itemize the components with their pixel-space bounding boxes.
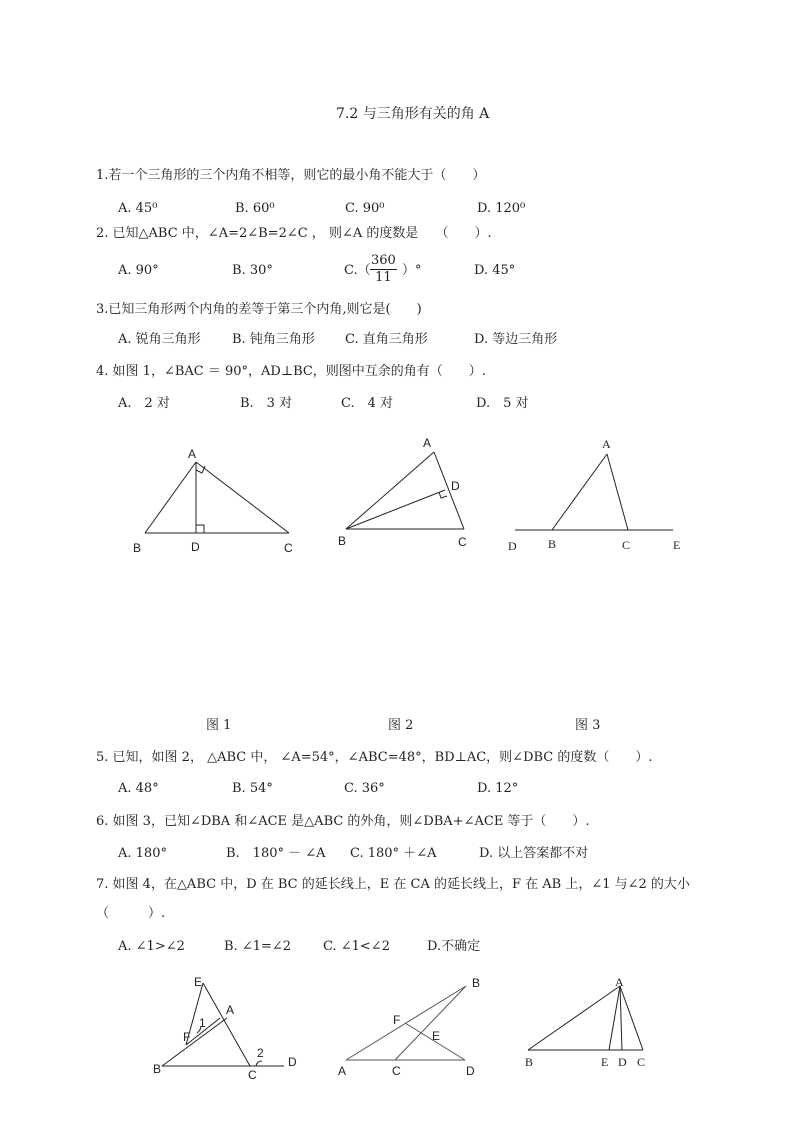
q3-option-c: C. 直角三角形 (345, 332, 428, 347)
q4-option-a: A. 2 对 (118, 396, 170, 411)
q3-option-b: B. 钝角三角形 (232, 332, 315, 347)
q2-option-b: B. 30° (232, 263, 273, 278)
q1-option-d: D. 120⁰ (477, 201, 526, 216)
q4-option-c: C. 4 对 (341, 396, 394, 411)
fig4-label-e: E (194, 975, 203, 989)
caption-figure-1: 图 1 (206, 718, 232, 733)
q3-option-a: A. 锐角三角形 (118, 332, 201, 347)
fig5-label-e: E (432, 1029, 441, 1043)
fig6-label-c: C (637, 1055, 646, 1069)
q7-option-d: D.不确定 (427, 939, 481, 954)
question-2-stem: 2. 已知△ABC 中，∠A=2∠B=2∠C ， 则∠A 的度数是 （ ）. (96, 226, 492, 241)
fig3-label-c: C (622, 538, 631, 552)
fig1-label-c: C (284, 541, 293, 555)
q6-option-c: C. 180° ＋∠A (350, 846, 437, 861)
fraction-denominator: 11 (375, 270, 392, 285)
figure-3 (515, 454, 673, 530)
fig2-label-c: C (458, 535, 467, 549)
fig5-label-b: B (472, 976, 481, 990)
q6-option-d: D. 以上答案都不对 (479, 846, 589, 861)
q3-option-d: D. 等边三角形 (474, 332, 558, 347)
q2-option-c-close: ）° (402, 263, 422, 278)
fraction-numerator: 360 (371, 253, 396, 268)
page-title: 7.2 与三角形有关的角 A (336, 106, 490, 122)
fig6-label-e: E (601, 1055, 609, 1069)
fig4-label-two: 2 (257, 1046, 264, 1060)
fig6-label-b: B (525, 1055, 534, 1069)
fig5-label-c: C (392, 1064, 401, 1078)
fig3-label-d: D (508, 539, 517, 553)
question-4-stem: 4. 如图 1，∠BAC ＝ 90°，AD⊥BC，则图中互余的角有（ ）. (96, 364, 486, 379)
fig2-label-d: D (451, 479, 460, 493)
figure-4 (162, 983, 284, 1066)
fig4-label-a: A (226, 1003, 235, 1017)
q6-option-b: B. 180° － ∠A (226, 846, 326, 861)
q7-option-b: B. ∠1=∠2 (224, 939, 292, 954)
figure-5 (346, 986, 466, 1060)
fig6-label-d: D (618, 1055, 627, 1069)
figure-6 (528, 986, 643, 1050)
fig1-label-a: A (188, 447, 197, 461)
caption-figure-2: 图 2 (388, 718, 414, 733)
question-7-stem: 7. 如图 4，在△ABC 中，D 在 BC 的延长线上，E 在 CA 的延长线上，F 在 AB 上，∠1 与∠2 的大小 (96, 877, 690, 892)
q5-option-b: B. 54° (232, 781, 273, 796)
fig4-label-f: F (183, 1030, 191, 1044)
q2-option-d: D. 45° (474, 263, 516, 278)
figure-2 (346, 452, 464, 529)
fig1-label-b: B (133, 541, 142, 555)
q7-option-a: A. ∠1>∠2 (118, 939, 185, 954)
q4-option-d: D. 5 对 (476, 396, 529, 411)
fig3-label-a: A (602, 437, 611, 451)
fig4-label-one: 1 (199, 1016, 206, 1030)
fig2-label-b: B (338, 534, 347, 548)
question-3-stem: 3.已知三角形两个内角的差等于第三个内角,则它是( ) (96, 302, 422, 317)
fig1-label-d: D (191, 540, 200, 554)
figure-1 (145, 462, 289, 533)
q7-option-c: C. ∠1<∠2 (323, 939, 390, 954)
question-6-stem: 6. 如图 3，已知∠DBA 和∠ACE 是△ABC 的外角，则∠DBA+∠ACE 等于（ ）. (96, 814, 590, 829)
q1-option-b: B. 60⁰ (235, 201, 275, 216)
q2-option-c-open: C.（ (344, 263, 371, 278)
fig4-label-c: C (248, 1068, 257, 1082)
q1-option-a: A. 45⁰ (118, 201, 158, 216)
question-5-stem: 5. 已知，如图 2， △ABC 中， ∠A=54°，∠ABC=48°，BD⊥AC，则∠DBC 的度数（ ）. (96, 750, 653, 765)
q5-option-d: D. 12° (477, 781, 519, 796)
q1-option-c: C. 90⁰ (345, 201, 385, 216)
caption-figure-3: 图 3 (575, 718, 601, 733)
fig4-label-d: D (288, 1055, 297, 1069)
fig2-label-a: A (423, 436, 432, 450)
fig5-label-a: A (338, 1064, 347, 1078)
fig5-label-f: F (393, 1013, 401, 1027)
q4-option-b: B. 3 对 (240, 396, 293, 411)
fig3-label-b: B (548, 537, 557, 551)
q5-option-c: C. 36° (344, 781, 385, 796)
question-1-stem: 1.若一个三角形的三个内角不相等，则它的最小角不能大于（ ） (96, 168, 486, 183)
q5-option-a: A. 48° (118, 781, 159, 796)
fig6-label-a: A (615, 975, 624, 989)
fig5-label-d: D (466, 1064, 475, 1078)
q2-option-a: A. 90° (118, 263, 159, 278)
fig3-label-e: E (673, 538, 681, 552)
question-7-stem-cont: （ ）. (96, 906, 166, 921)
q6-option-a: A. 180° (118, 846, 167, 861)
fig4-label-b: B (153, 1062, 162, 1076)
